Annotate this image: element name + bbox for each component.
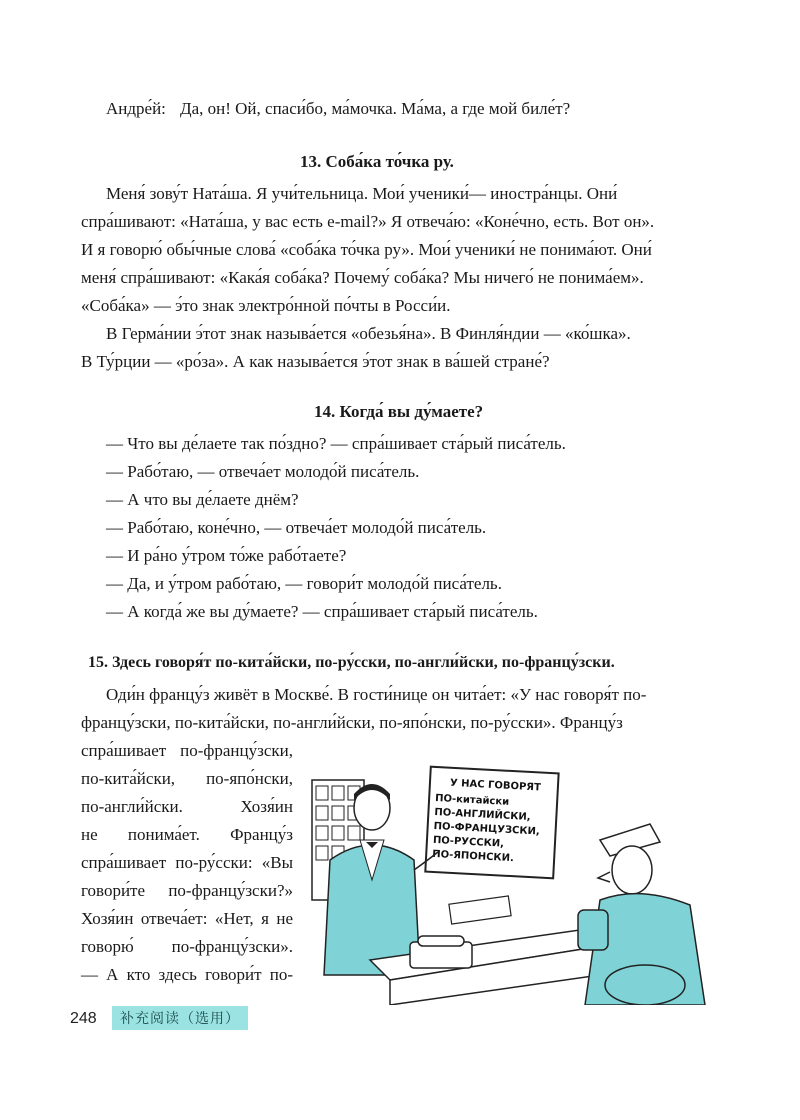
dialog-speaker: Андре́й: (106, 99, 166, 118)
sign-line: ПО-ФРАНЦУЗСКИ, (433, 820, 540, 838)
sign-line: У НАС ГОВОРЯТ (449, 777, 542, 794)
s13-line: В Герма́нии э́тот знак называ́ется «обезья́на». В Финля́ндии — «ко́шка». (106, 324, 631, 343)
dialog-text: Да, он! Ой, спаси́бо, ма́мочка. Ма́ма, а где мой биле́т? (180, 99, 571, 118)
tourist-figure (578, 824, 705, 1005)
s15-line: спра́шивает по-ру́сски: «Вы (81, 853, 293, 872)
languages-sign (425, 767, 558, 879)
s15-line: спра́шивает по-францу́зски, (81, 741, 293, 760)
section-tag: 补充阅读（选用） (112, 1006, 248, 1030)
s15-line: говорю́ по-францу́зски». (81, 937, 293, 956)
s15-line: Оди́н францу́з живёт в Москве́. В гости́нице он чита́ет: «У нас говоря́т по- (106, 685, 647, 704)
s13-line: спра́шивают: «Ната́ша, у вас есть e-mail?» Я отвеча́ю: «Коне́чно, есть. Вот он». (81, 212, 655, 231)
s15-line: по-кита́йски, по-япо́нски, (81, 769, 293, 788)
s13-line: В Ту́рции — «ро́за». А как называ́ется э́тот знак в ва́шей стране́? (81, 352, 550, 371)
s15-line: по-англи́йски. Хозя́ин (81, 797, 293, 816)
section-14-title: 14. Когда́ вы ду́маете? (314, 402, 484, 421)
telephone-icon (410, 936, 472, 968)
s14-line: — Что вы де́лаете так по́здно? — спра́шивает ста́рый писа́тель. (106, 434, 566, 453)
s15-line: францу́зски, по-кита́йски, по-англи́йски, по-япо́нски, по-ру́сски». Францу́з (81, 713, 623, 732)
s14-line: — Рабо́таю, — отвеча́ет молодо́й писа́тель. (106, 462, 420, 481)
sign-line: ПО-АНГЛИЙСКИ, (434, 806, 531, 824)
s13-line: Меня́ зову́т Ната́ша. Я учи́тельница. Мои́ ученики́— иностра́нцы. Они́ (106, 184, 618, 203)
s14-line: — А когда́ же вы ду́маете? — спра́шивает ста́рый писа́тель. (106, 602, 538, 621)
s14-line: — И ра́но у́тром то́же рабо́таете? (106, 546, 347, 565)
s14-line: — Рабо́таю, коне́чно, — отвеча́ет молодо́й писа́тель. (106, 518, 487, 537)
s14-line: — А что вы де́лаете днём? (106, 490, 299, 509)
sign-line: ПО-ЯПОНСКИ. (431, 848, 515, 865)
s13-line: «Соба́ка» — э́то знак электро́нной по́чты в Росси́и. (81, 296, 451, 315)
s13-line: И я говорю́ обы́чные слова́ «соба́ка то́чка ру». Мои́ ученики́ не понима́ют. Они́ (81, 240, 652, 259)
section-13-title: 13. Соба́ка то́чка ру. (300, 152, 454, 171)
s15-line: не понима́ет. Францу́з (81, 825, 293, 844)
dialog-line (106, 98, 570, 120)
page-number: 248 (70, 1010, 97, 1027)
hotel-cartoon-illustration (310, 760, 710, 1005)
s15-line: Хозя́ин отвеча́ет: «Нет, я не (81, 909, 293, 928)
sign-line: ПО-РУССКИ, (432, 834, 505, 850)
s15-line: говори́те по-францу́зски?» (81, 881, 293, 900)
s14-line: — Да, и у́тром рабо́таю, — говори́т молодо́й писа́тель. (106, 574, 502, 593)
sign-line: ПО-китайски (434, 793, 510, 808)
section-15-title: 15. Здесь говоря́т по-кита́йски, по-ру́сски, по-англи́йски, по-францу́зски. (88, 654, 615, 671)
s15-line: — А кто здесь говори́т по- (81, 965, 293, 984)
s13-line: меня́ спра́шивают: «Кака́я соба́ка? Почему́ соба́ка? Мы ничего́ не понима́ем». (81, 268, 644, 287)
